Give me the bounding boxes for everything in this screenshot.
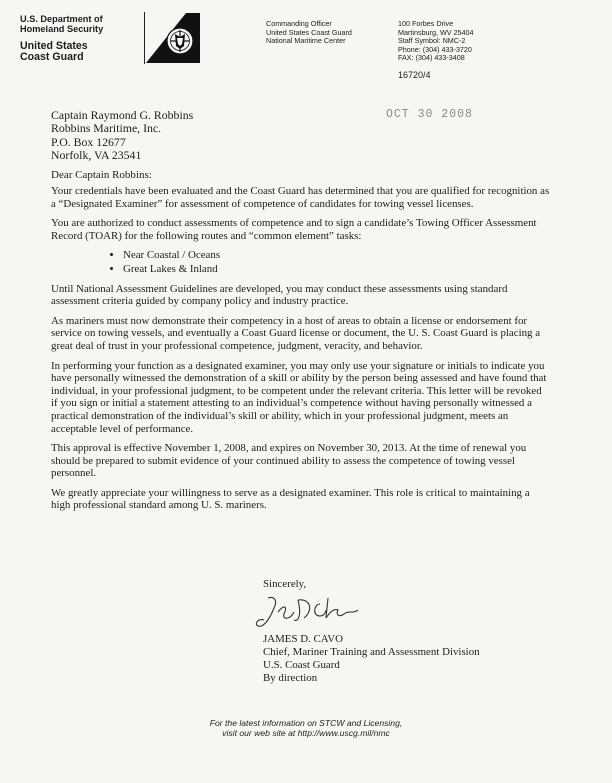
signer-title: Chief, Mariner Training and Assessment Division <box>263 646 480 658</box>
signer-name: JAMES D. CAVO <box>263 633 343 645</box>
agency-line2: Coast Guard <box>20 51 84 63</box>
routes-list <box>51 249 551 275</box>
addressee-line1: Captain Raymond G. Robbins <box>51 108 194 122</box>
footer-line1: For the latest information on STCW and Licensing, <box>209 718 403 728</box>
letterhead-office <box>266 20 386 46</box>
address-line5: FAX: (304) 433-3408 <box>398 53 465 63</box>
closing: Sincerely, <box>263 578 307 590</box>
office-line3: National Maritime Center <box>266 36 346 46</box>
paragraph-function: In performing your function as a designated examiner, you may only use your signature or initials to indicate you have personally witnessed the demonstration of a skill or ability by the person being assessed and have found that individual, in your professional judgment, to be competent under the relevant criteria. This letter will be revoked if you sign or initial a statement attesting to an individual’s competence without having personally witnessed a practical demonstration of the individual’s skill or ability, which in your professional judgment, meets an acceptable level of performance. <box>51 359 547 435</box>
agency-line1: United States <box>20 40 88 52</box>
letter-body <box>51 185 551 519</box>
footer <box>150 718 462 739</box>
department-line2: Homeland Security <box>20 24 104 34</box>
address-line2: Martinsburg, WV 25404 <box>398 27 474 37</box>
paragraph-credentials: Your credentials have been evaluated and the Coast Guard has determined that you are qualified for recognition as a “Designated Examiner” for assessment of competence of candidates for towing vessel licenses. <box>51 185 550 210</box>
signer-org: U.S. Coast Guard <box>263 659 340 671</box>
date-stamp: OCT 30 2008 <box>386 108 473 121</box>
address-line3: Staff Symbol: NMC-2 <box>398 36 466 46</box>
reference-number: 16720/4 <box>398 70 431 80</box>
footer-line2: visit our web site at http://www.uscg.mil/nmc <box>222 728 390 739</box>
addressee-line2: Robbins Maritime, Inc. <box>51 121 162 136</box>
handwritten-signature <box>254 590 384 634</box>
addressee-line3: P.O. Box 12677 <box>51 134 126 149</box>
address-line4: Phone: (304) 433-3720 <box>398 44 472 54</box>
route-item: • Great Lakes & Inland <box>123 263 551 276</box>
paragraph-approval: This approval is effective November 1, 2008, and expires on November 30, 2013. At the time of renewal you should be prepared to submit evidence of your continued ability to assess the competence of towing vessel personnel. <box>51 442 527 480</box>
address-line1: 100 Forbes Drive <box>398 19 454 28</box>
signer-authority: By direction <box>263 672 318 684</box>
addressee-line4: Norfolk, VA 23541 <box>51 148 142 163</box>
signature-block <box>263 633 563 685</box>
letterhead-divider <box>144 12 145 64</box>
paragraph-trust: As mariners must now demonstrate their competency in a host of areas to obtain a license or endorsement for service on towing vessels, and eventually a Coast Guard license or document, the U. S. Coast Guard is placing a great deal of trust in your professional competence, judgment, veracity, and behavior. <box>51 314 541 352</box>
department-line1: U.S. Department of <box>20 14 103 24</box>
paragraph-appreciation: We greatly appreciate your willingness to serve as a designated examiner. This role is critical to maintaining a high professional standard among U. S. mariners. <box>51 486 530 512</box>
paragraph-authorization: You are authorized to conduct assessments of competence and to sign a candidate’s Towing Officer Assessment Record (TOAR) for the following routes and “common element” tasks: <box>51 217 537 242</box>
salutation: Dear Captain Robbins: <box>51 169 152 181</box>
addressee-block <box>51 109 193 163</box>
office-line1: Commanding Officer <box>266 19 332 28</box>
paragraph-guidelines: Until National Assessment Guidelines are developed, you may conduct these assessments using standard assessment criteria guided by company policy and industry practice. <box>51 282 508 308</box>
coast-guard-emblem-icon <box>146 13 200 63</box>
office-line2: United States Coast Guard <box>266 27 352 37</box>
letterhead-agency <box>20 14 140 63</box>
letterhead-address <box>398 20 518 63</box>
route-item: • Near Coastal / Oceans <box>123 249 551 262</box>
